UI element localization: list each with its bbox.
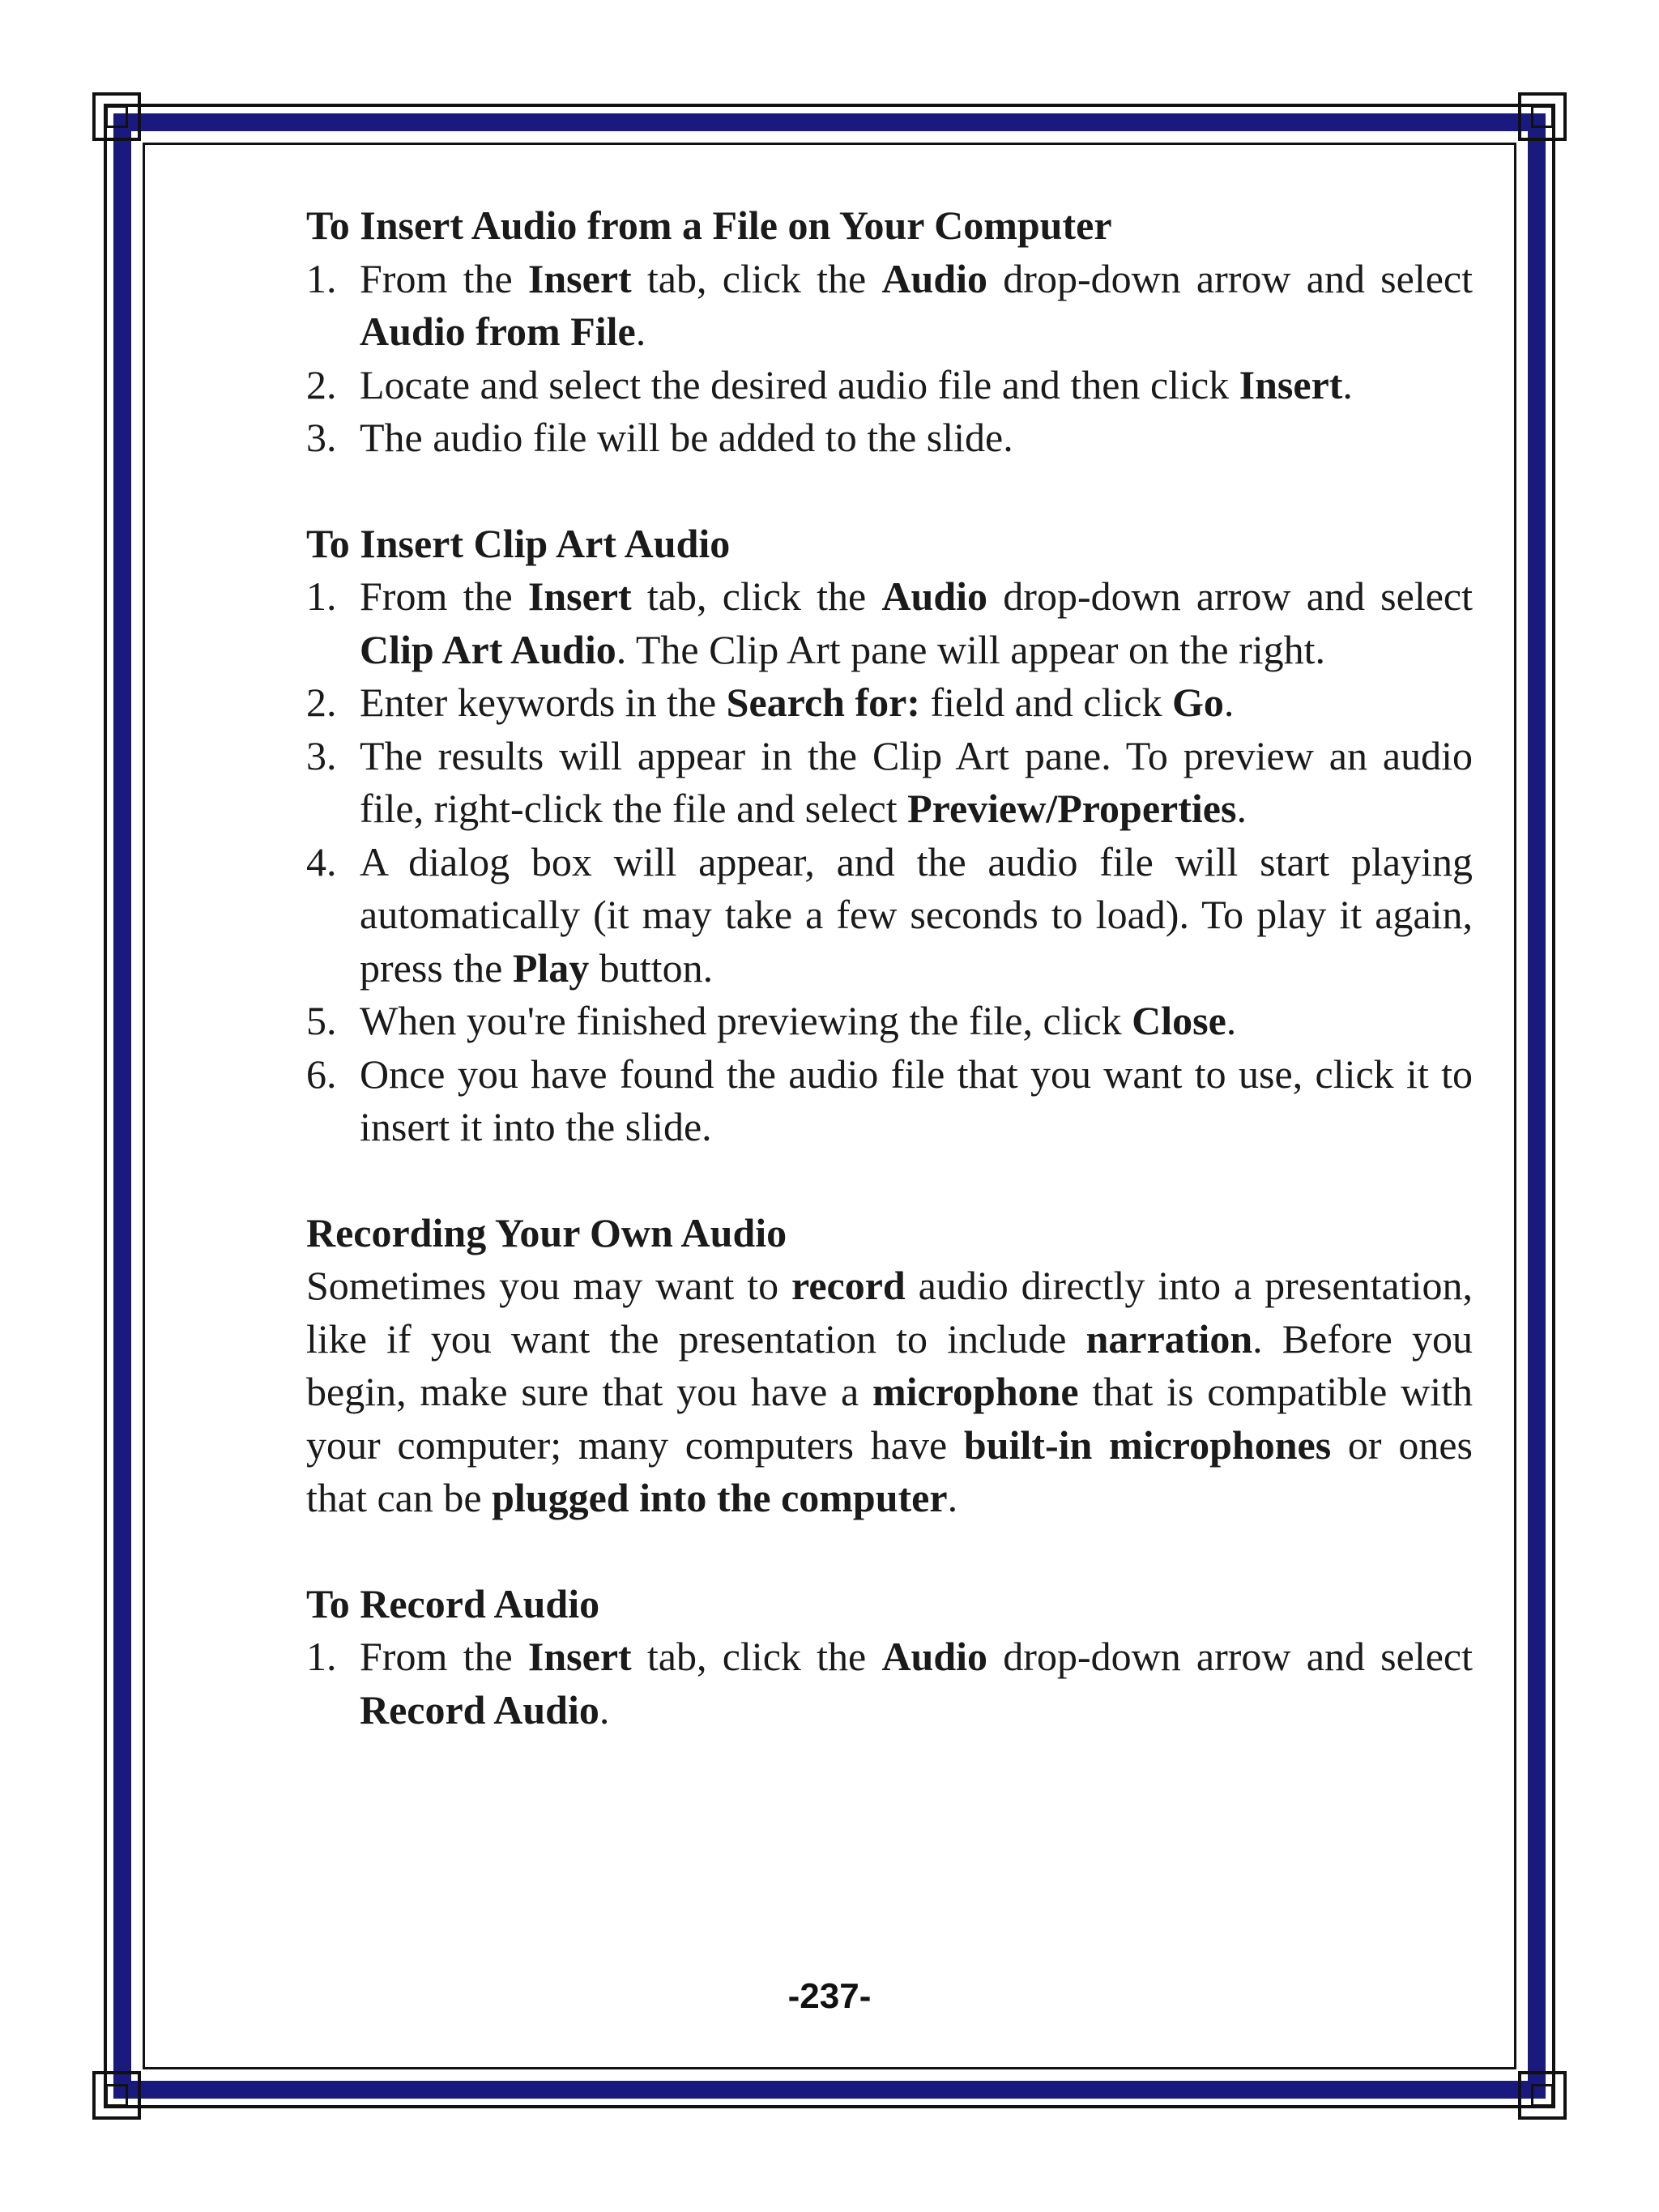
list-item [306,995,1473,1048]
step-number: 3. [306,415,337,460]
text-run: drop-down arrow and select [987,255,1473,301]
step-number: 1. [306,255,337,301]
bold-term: Insert [1239,361,1343,407]
text-run: . [635,309,646,354]
text-run: From the [360,573,528,619]
text-run: that is compatible with your computer; many computers have [306,1369,1473,1468]
bold-term: Go [1171,680,1224,725]
section [306,518,1473,1154]
bold-term: Record Audio [360,1686,599,1733]
step-number: 6. [306,1051,337,1097]
text-run: tab, click the [631,255,882,301]
text-run: A dialog box will appear, and the audio file will start playing automatically (it may take a few seconds to load). To play it again, press the [360,838,1473,991]
text-run: drop-down arrow and select [987,573,1473,619]
text-run: . [947,1475,958,1520]
section-heading: To Insert Clip Art Audio [306,520,731,566]
text-run: The results will appear in the Clip Art pane. To preview an audio file, right-click the file and select [360,732,1473,831]
step-number: 1. [306,1634,337,1679]
bold-term: Insert [527,255,632,301]
bold-term: Insert [527,573,632,619]
text-run: . [1236,786,1247,831]
document-body [306,199,1473,1789]
step-number: 1. [306,573,337,619]
step-number: 5. [306,998,337,1043]
section-heading: Recording Your Own Audio [306,1209,787,1255]
bold-term: Audio [881,573,988,619]
text-run: Enter keywords in the [360,680,727,725]
bold-term: Play [512,944,590,991]
text-run: Once you have found the audio file that you want to use, click it to insert it into the slide. [360,1051,1473,1149]
bold-term: Preview/Properties [907,786,1237,831]
text-run: or ones that can be [306,1421,1473,1520]
corner-ornament-top-left [92,92,141,141]
list-item [306,836,1473,995]
list-item [306,1048,1473,1154]
list-item [306,253,1473,359]
bold-term: Close [1132,998,1226,1043]
text-run: . The Clip Art pane will appear on the right. [616,626,1326,672]
section [306,1207,1473,1525]
step-number: 3. [306,732,337,778]
page-number: -237- [787,1976,872,2016]
step-number: 2. [306,680,337,725]
step-number: 2. [306,361,337,407]
corner-ornament-bottom-left [92,2071,141,2120]
step-number: 4. [306,838,337,884]
bold-term: record [791,1263,906,1308]
steps-list [306,570,1473,1154]
bold-term: plugged into the computer [492,1475,948,1520]
section-heading: To Insert Audio from a File on Your Computer [306,202,1112,248]
bold-term: built-in microphones [963,1421,1332,1468]
list-item [306,1630,1473,1737]
text-run: . [1342,361,1353,407]
text-run: . Before you begin, make sure that you have a [306,1315,1473,1414]
section [306,1578,1473,1737]
text-run: button. [589,944,714,991]
text-run: The audio file will be added to the slide. [360,415,1013,460]
text-run: field and click [919,680,1172,725]
text-run: . [599,1686,610,1733]
section [306,199,1473,465]
bold-term: Clip Art Audio [360,626,616,672]
bold-term: Audio from File [360,309,636,354]
bold-term: Search for: [726,680,920,725]
list-item [306,570,1473,676]
text-run: drop-down arrow and select [987,1634,1473,1679]
list-item [306,676,1473,730]
section-heading: To Record Audio [306,1580,600,1626]
steps-list [306,253,1473,465]
bold-term: Audio [881,1634,988,1679]
list-item [306,411,1473,465]
corner-ornament-top-right [1518,92,1567,141]
bold-term: narration [1085,1315,1253,1362]
paragraph [306,1259,1473,1525]
text-run: Sometimes you may want to [306,1263,792,1308]
text-run: tab, click the [631,1634,882,1679]
text-run: . [1226,998,1237,1043]
list-item [306,730,1473,836]
text-run: Locate and select the desired audio file and then click [360,361,1239,407]
text-run: audio directly into a presentation, like if you want the presentation to include [306,1263,1473,1362]
text-run: . [1223,680,1235,725]
text-run: From the [360,1634,528,1679]
text-run: When you're finished previewing the file, click [360,998,1132,1043]
steps-list [306,1630,1473,1737]
bold-term: Insert [527,1634,632,1679]
bold-term: Audio [881,255,988,301]
list-item [306,359,1473,412]
text-run: From the [360,255,528,301]
bold-term: microphone [872,1369,1079,1414]
corner-ornament-bottom-right [1518,2071,1567,2120]
text-run: tab, click the [631,573,882,619]
